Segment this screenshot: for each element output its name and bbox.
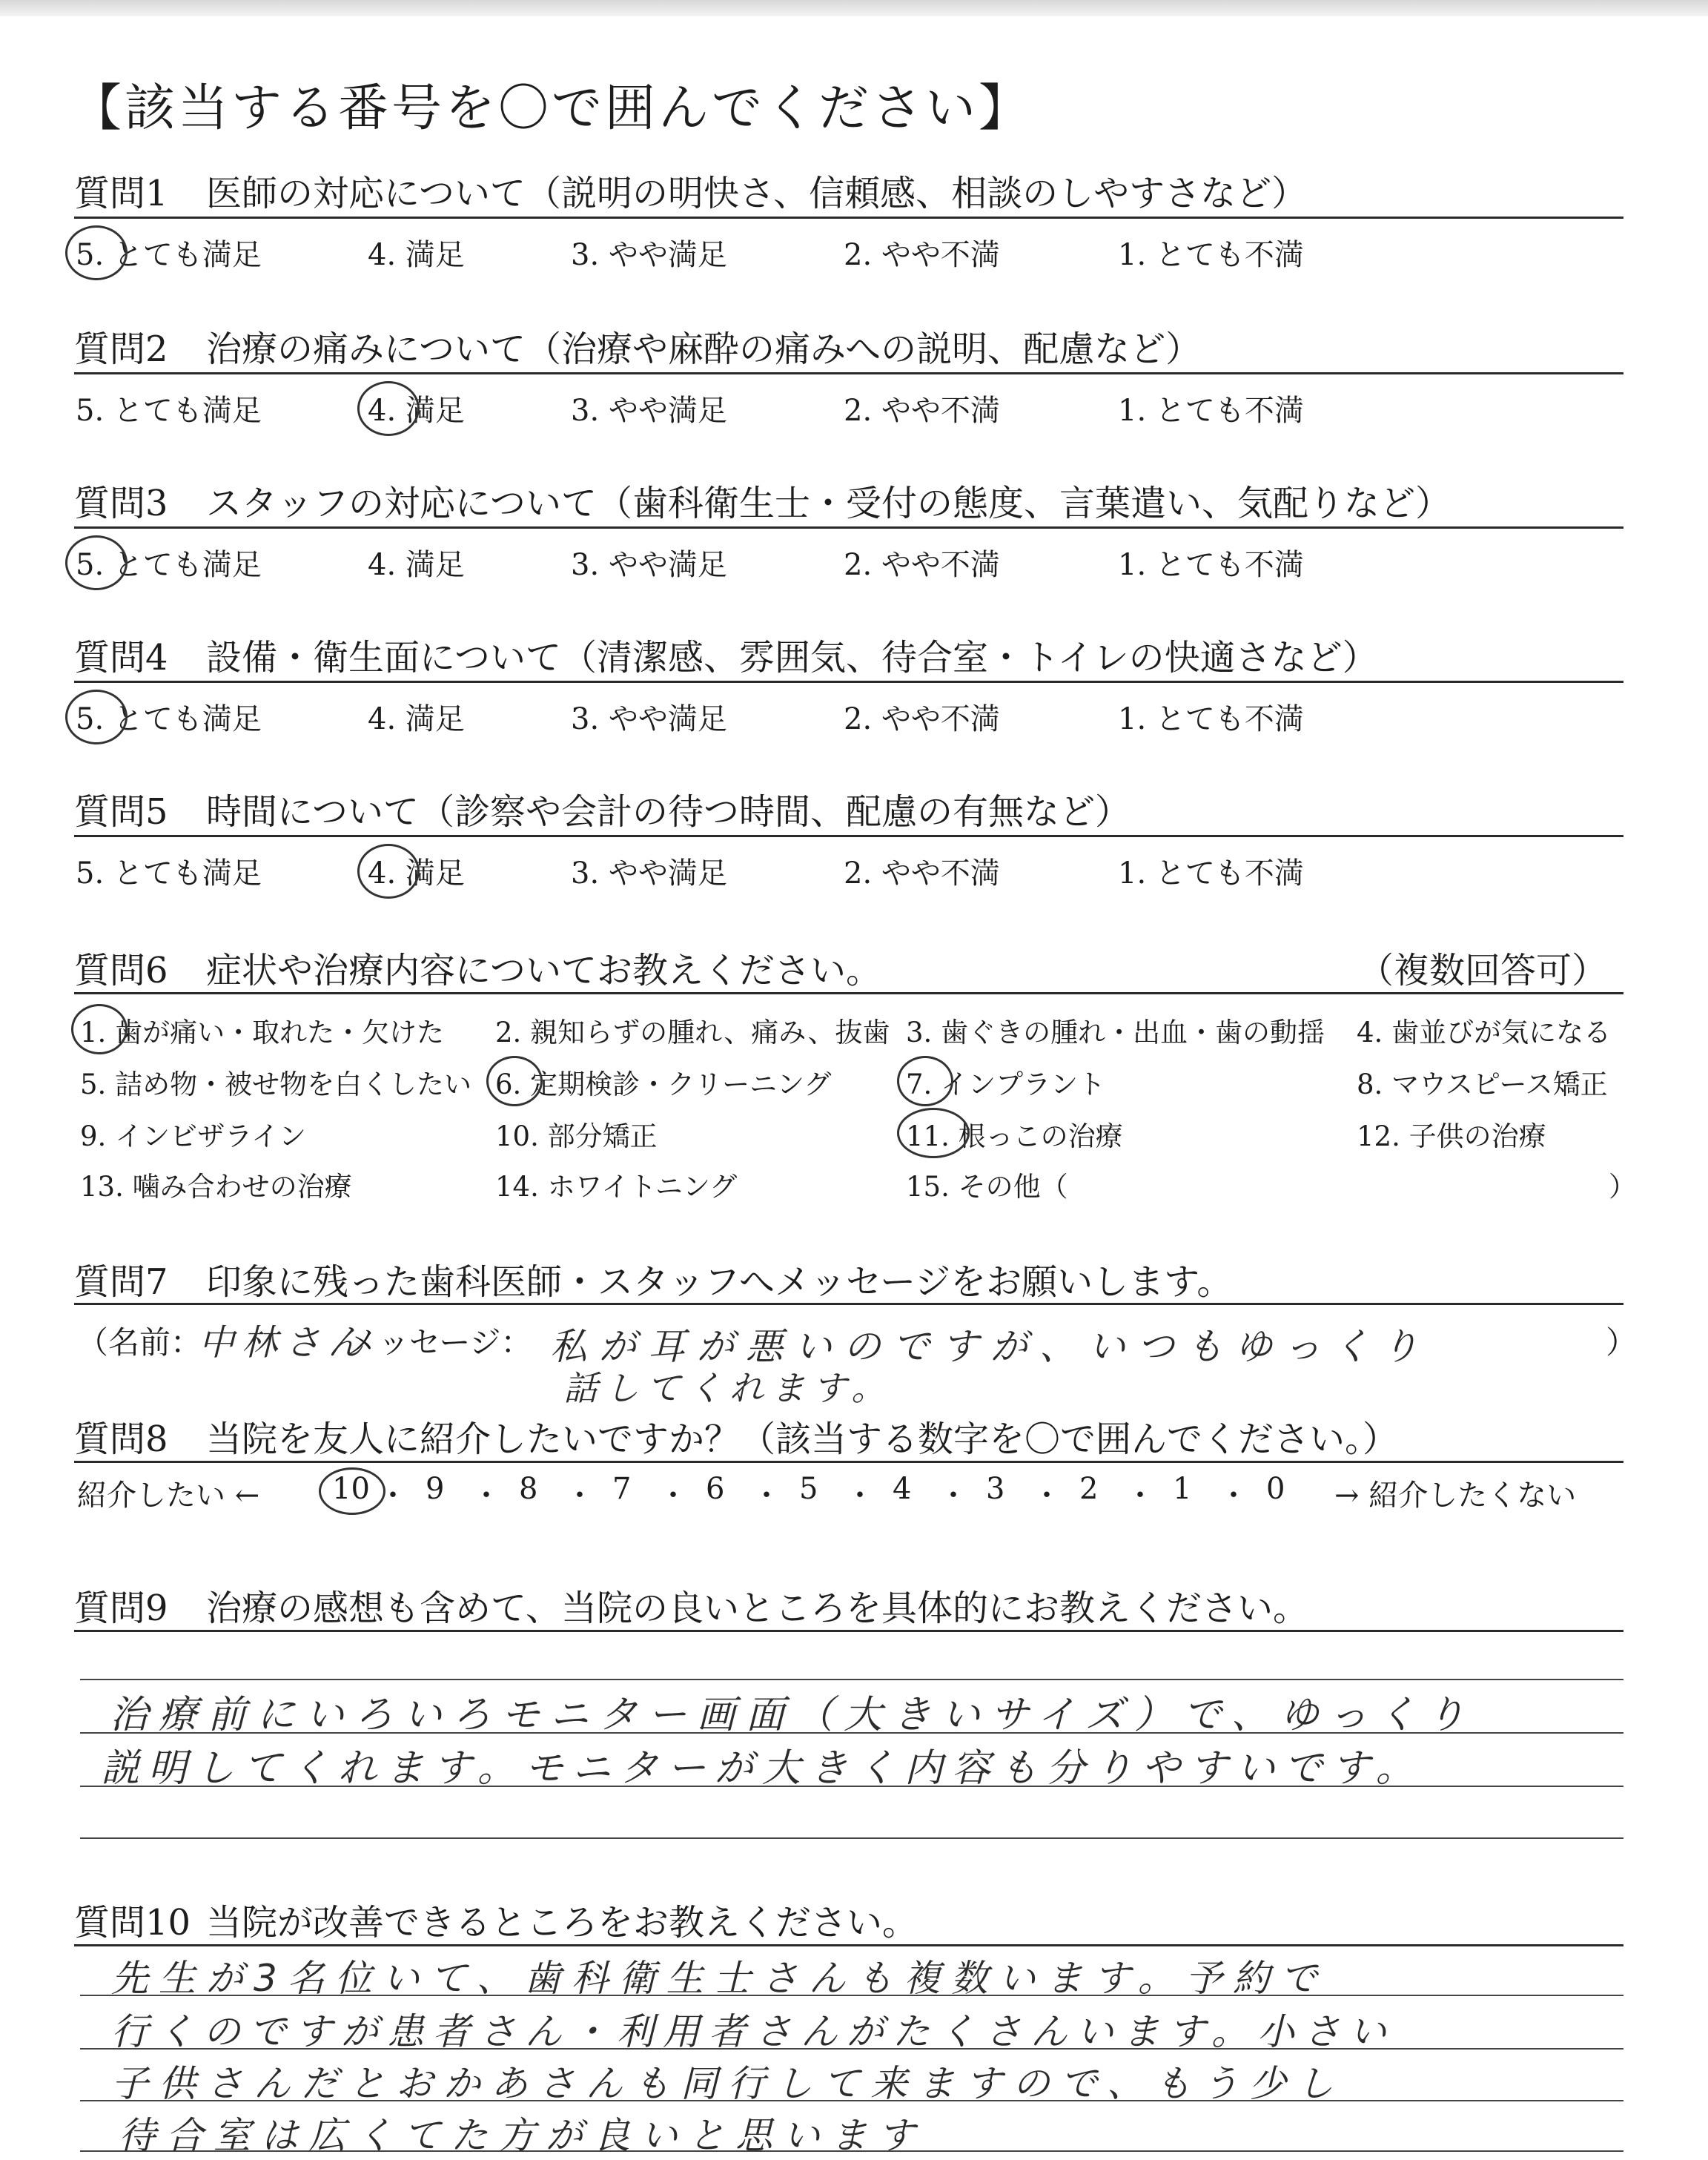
question-5: [74, 783, 1131, 834]
treatment-option-4[interactable]: 4. 歯並びが気になる: [1357, 1017, 1612, 1048]
treatment-option-2[interactable]: 2. 親知らずの腫れ、痛み、抜歯: [495, 1017, 890, 1048]
rating-option-5[interactable]: 5. とても満足: [76, 702, 262, 736]
message-close-paren: ）: [1606, 1324, 1638, 1361]
selection-circle: [319, 1467, 385, 1515]
q10-handwritten-line3: 子供さんだとおかあさんも同行して来ますので、もう少し: [111, 2062, 1344, 2105]
question-text: 当院を友人に紹介したいですか？（該当する数字を〇で囲んでください。）: [206, 1418, 1399, 1460]
rating-options: [74, 387, 1631, 432]
scale-separator: ・: [658, 1479, 688, 1513]
rating-option-3[interactable]: 3. やや満足: [571, 394, 727, 428]
rating-options: [74, 541, 1631, 586]
scale-value-1[interactable]: 1: [1173, 1472, 1192, 1506]
question-text: 印象に残った歯科医師・スタッフへメッセージをお願いします。: [206, 1261, 1233, 1303]
scale-value-6[interactable]: 6: [706, 1472, 725, 1506]
question-number: 質問10: [74, 1902, 191, 1943]
message-name-label: （名前：: [77, 1324, 202, 1361]
treatment-option-15[interactable]: 15. その他（: [906, 1171, 1068, 1203]
question-number: 質問9: [74, 1588, 168, 1629]
rating-option-1[interactable]: 1. とても不満: [1118, 394, 1304, 428]
treatment-option-8[interactable]: 8. マウスピース矯正: [1357, 1069, 1608, 1100]
question-number: 質問3: [74, 483, 168, 524]
q10-handwritten-line1: 先生が3名位いて、歯科衛生士さんも複数います。予約で: [111, 1957, 1328, 2000]
selection-circle: [71, 1004, 128, 1054]
message-handwritten-line2: 話してくれます。: [563, 1368, 893, 1408]
treatment-option-10[interactable]: 10. 部分矯正: [495, 1120, 658, 1152]
question-number: 質問6: [74, 950, 168, 991]
rating-options: [74, 696, 1631, 740]
rating-option-4[interactable]: 4. 満足: [368, 856, 465, 891]
scale-separator: ・: [939, 1479, 968, 1513]
question-6: [74, 942, 881, 993]
staff-name-handwritten: 中林さん: [199, 1322, 371, 1364]
question-number: 質問1: [74, 173, 168, 214]
rating-option-3[interactable]: 3. やや満足: [571, 856, 727, 891]
rating-option-5[interactable]: 5. とても満足: [76, 548, 262, 582]
question-number: 質問8: [74, 1418, 168, 1460]
selection-circle: [486, 1056, 543, 1106]
q9-handwritten-line2: 説明してくれます。モニターが大きく内容も分りやすいです。: [101, 1746, 1423, 1791]
rating-option-3[interactable]: 3. やや満足: [571, 238, 727, 272]
question-2: [74, 320, 1201, 371]
message-label: メッセージ：: [347, 1324, 532, 1361]
writing-line: [80, 1837, 1623, 1839]
treatment-option-14[interactable]: 14. ホワイトニング: [495, 1171, 738, 1203]
scale-value-4[interactable]: 4: [893, 1472, 912, 1506]
question-rule: [74, 217, 1623, 219]
scan-top-edge: [0, 0, 1708, 16]
question-rule: [74, 681, 1623, 683]
rating-option-4[interactable]: 4. 満足: [368, 702, 465, 736]
rating-option-4[interactable]: 4. 満足: [368, 394, 465, 428]
scale-value-3[interactable]: 3: [986, 1472, 1005, 1506]
question-text: スタッフの対応について（歯科衛生士・受付の態度、言葉遣い、気配りなど）: [206, 483, 1452, 524]
scale-separator: ・: [378, 1479, 408, 1513]
rating-option-1[interactable]: 1. とても不満: [1118, 238, 1304, 272]
scale-value-0[interactable]: 0: [1266, 1472, 1285, 1506]
rating-option-2[interactable]: 2. やや不満: [844, 702, 1000, 736]
rating-option-3[interactable]: 3. やや満足: [571, 548, 727, 582]
scale-separator: ・: [1032, 1479, 1062, 1513]
treatment-option-1[interactable]: 1. 歯が痛い・取れた・欠けた: [80, 1017, 445, 1048]
selection-circle: [897, 1108, 970, 1158]
multiple-answer-note: （複数回答可）: [1358, 950, 1608, 991]
rating-option-1[interactable]: 1. とても不満: [1118, 856, 1304, 891]
message-handwritten-line1: 私が耳が悪いのですが、いつもゆっくり: [550, 1325, 1431, 1368]
question-10: [74, 1894, 918, 1945]
treatment-option-6[interactable]: 6. 定期検診・クリーニング: [495, 1069, 832, 1100]
rating-option-4[interactable]: 4. 満足: [368, 548, 465, 582]
scale-separator: ・: [565, 1479, 595, 1513]
question-3: [74, 475, 1451, 526]
rating-option-3[interactable]: 3. やや満足: [571, 702, 727, 736]
scale-value-2[interactable]: 2: [1079, 1472, 1099, 1506]
scale-value-9[interactable]: 9: [426, 1472, 445, 1506]
question-text: 治療の痛みについて（治療や麻酔の痛みへの説明、配慮など）: [206, 328, 1202, 370]
selection-circle: [357, 381, 420, 436]
scale-separator: ・: [1125, 1479, 1155, 1513]
selection-circle: [65, 690, 128, 744]
question-text: 治療の感想も含めて、当院の良いところを具体的にお教えください。: [206, 1588, 1309, 1629]
rating-option-2[interactable]: 2. やや不満: [844, 238, 1000, 272]
rating-options: [74, 850, 1631, 894]
treatment-option-7[interactable]: 7. インプラント: [906, 1069, 1106, 1100]
treatment-option-3[interactable]: 3. 歯ぐきの腫れ・出血・歯の動揺: [906, 1017, 1325, 1048]
question-10-rule: [74, 1944, 1623, 1946]
treatment-option-5[interactable]: 5. 詰め物・被せ物を白くしたい: [80, 1069, 472, 1100]
writing-line: [80, 1679, 1623, 1680]
rating-option-2[interactable]: 2. やや不満: [844, 548, 1000, 582]
question-number: 質問2: [74, 328, 168, 370]
rating-option-5[interactable]: 5. とても満足: [76, 394, 262, 428]
scale-separator: ・: [845, 1479, 875, 1513]
rating-option-1[interactable]: 1. とても不満: [1118, 702, 1304, 736]
question-7: [74, 1253, 1232, 1304]
selection-circle: [897, 1056, 953, 1106]
rating-options: [74, 231, 1631, 276]
scale-value-8[interactable]: 8: [519, 1472, 538, 1506]
q10-handwritten-line4: 待合室は広くてた方が良いと思います: [119, 2114, 925, 2157]
question-number: 質問4: [74, 637, 168, 678]
question-rule: [74, 372, 1623, 374]
scale-separator: ・: [471, 1479, 501, 1513]
question-text: 時間について（診察や会計の待つ時間、配慮の有無など）: [206, 791, 1131, 833]
rating-option-2[interactable]: 2. やや不満: [844, 856, 1000, 891]
scale-separator: ・: [1219, 1479, 1248, 1513]
scale-value-10[interactable]: 10: [332, 1472, 370, 1506]
question-number: 質問7: [74, 1261, 168, 1303]
scale-value-5[interactable]: 5: [799, 1472, 818, 1506]
rating-option-5[interactable]: 5. とても満足: [76, 856, 262, 891]
rating-option-4[interactable]: 4. 満足: [368, 238, 465, 272]
question-9-rule: [74, 1630, 1623, 1632]
question-rule: [74, 526, 1623, 529]
question-8: [74, 1410, 1398, 1462]
question-number: 質問5: [74, 791, 168, 833]
treatment-option-13[interactable]: 13. 噛み合わせの治療: [80, 1171, 352, 1203]
form-title: 【該当する番号を〇で囲んでください】: [71, 79, 1033, 138]
question-1: [74, 165, 1307, 216]
rating-option-2[interactable]: 2. やや不満: [844, 394, 1000, 428]
question-6-rule: [74, 992, 1623, 994]
question-text: 当院が改善できるところをお教えください。: [206, 1902, 918, 1943]
question-7-rule: [74, 1303, 1623, 1305]
question-9: [74, 1579, 1308, 1631]
scale-value-7[interactable]: 7: [612, 1472, 632, 1506]
q10-handwritten-line2: 行くのですが患者さん・利用者さんがたくさんいます。小さい: [111, 2010, 1395, 2053]
treatment-option-11[interactable]: 11. 根っこの治療: [906, 1120, 1123, 1152]
question-4: [74, 629, 1378, 680]
selection-circle: [65, 535, 128, 590]
question-text: 医師の対応について（説明の明快さ、信頼感、相談のしやすさなど）: [206, 173, 1308, 214]
recommend-scale: [74, 1472, 1631, 1516]
question-rule: [74, 835, 1623, 837]
question-8-rule: [74, 1461, 1623, 1463]
scale-left-label: 紹介したい ←: [77, 1479, 260, 1513]
question-text: 症状や治療内容についてお教えください。: [206, 950, 882, 991]
q9-handwritten-line1: 治療前にいろいろモニター画面（大きいサイズ）で、ゆっくり: [110, 1693, 1476, 1737]
scale-right-label: → 紹介したくない: [1334, 1479, 1577, 1513]
selection-circle: [357, 844, 420, 899]
rating-option-5[interactable]: 5. とても満足: [76, 238, 262, 272]
scale-separator: ・: [752, 1479, 781, 1513]
other-close-paren: ）: [1609, 1171, 1636, 1203]
question-text: 設備・衛生面について（清潔感、雰囲気、待合室・トイレの快適さなど）: [206, 637, 1378, 678]
selection-circle: [65, 225, 128, 280]
treatment-option-9[interactable]: 9. インビザライン: [80, 1120, 306, 1152]
rating-option-1[interactable]: 1. とても不満: [1118, 548, 1304, 582]
treatment-option-12[interactable]: 12. 子供の治療: [1357, 1120, 1546, 1152]
